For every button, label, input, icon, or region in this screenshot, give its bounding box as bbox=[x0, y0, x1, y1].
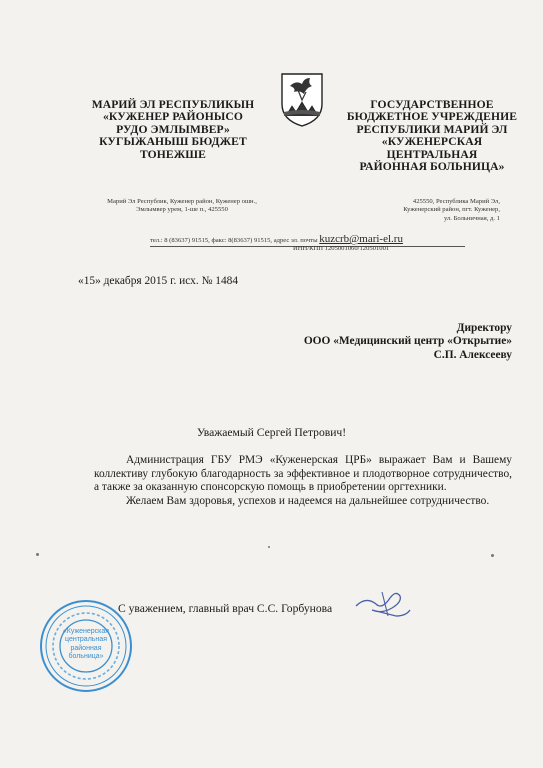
address-right bbox=[360, 198, 500, 223]
stamp-line-3: районная bbox=[70, 644, 102, 652]
contact-inn: ИНН/КПП 1205001060/120501001 bbox=[293, 245, 390, 252]
header-right-line-2: БЮДЖЕТНОЕ УЧРЕЖДЕНИЕ bbox=[346, 110, 518, 124]
address-left bbox=[82, 198, 282, 215]
contact-line bbox=[150, 233, 403, 245]
scan-speck bbox=[491, 554, 494, 557]
recipient-line-3: С.П. Алексееву bbox=[433, 348, 512, 361]
address-left-line-2: Эмлымвер урем, 1-ше п., 425550 bbox=[136, 206, 228, 214]
body-paragraph-1: Администрация ГБУ РМЭ «Куженерская ЦРБ» выражает Вам и Вашему коллективу глубокую благодарность за эффективное и плодотворное сотрудничество, а также за оказанную спонсорскую помощь в приобретении оргтехники. bbox=[94, 454, 512, 494]
letter-body bbox=[94, 454, 512, 508]
stamp-line-1: «Куженерская bbox=[62, 628, 110, 635]
scan-speck bbox=[268, 546, 270, 548]
header-right bbox=[322, 99, 542, 173]
coat-of-arms-emblem bbox=[280, 72, 324, 128]
recipient-block bbox=[250, 322, 512, 362]
address-right-line-2: Куженерский район, пгт. Куженер, bbox=[403, 206, 500, 214]
address-right-line-1: 425550, Республика Марий Эл, bbox=[412, 198, 500, 205]
signature-line: С уважением, главный врач С.С. Горбунова bbox=[118, 602, 333, 615]
stamp-center-text bbox=[58, 628, 114, 662]
header-left-line-2: «КУЖЕНЕР РАЙОНЫСО bbox=[103, 110, 243, 124]
date-line: «15» декабря 2015 г. исх. № 1484 bbox=[78, 275, 239, 287]
header-left bbox=[68, 99, 278, 161]
header-right-line-3: РЕСПУБЛИКИ МАРИЙ ЭЛ bbox=[356, 122, 508, 136]
recipient-line-2: ООО «Медицинский центр «Открытие» bbox=[303, 335, 512, 348]
header-left-line-4: КУГЫЖАНЫШ БЮДЖЕТ bbox=[99, 135, 247, 149]
header-left-line-3: РУДО ЭМЛЫМВЕР» bbox=[116, 122, 230, 136]
address-left-line-1: Марий Эл Республик, Куженер район, Куженер ошн., bbox=[107, 198, 257, 205]
header-right-line-1: ГОСУДАРСТВЕННОЕ bbox=[370, 98, 494, 111]
header-right-line-5: ЦЕНТРАЛЬНАЯ bbox=[386, 147, 478, 161]
stamp-line-2: центральная bbox=[65, 636, 107, 644]
header-left-line-1: МАРИЙ ЭЛ РЕСПУБЛИКЫН bbox=[91, 98, 255, 111]
address-right-line-3: ул. Больничная, д. 1 bbox=[444, 214, 500, 222]
header-right-line-4: «КУЖЕНЕРСКАЯ bbox=[381, 135, 483, 149]
scan-speck bbox=[36, 553, 39, 556]
body-paragraph-2: Желаем Вам здоровья, успехов и надеемся на дальнейшее сотрудничество. bbox=[126, 494, 490, 507]
contact-phones: тел.: 8 (83637) 91515, факс: 8(83637) 91515, адрес эл. почты bbox=[150, 237, 318, 244]
header-right-line-6: РАЙОННАЯ БОЛЬНИЦА» bbox=[359, 160, 505, 174]
contact-email: kuzcrb@mari-el.ru bbox=[319, 233, 403, 245]
recipient-line-1: Директору bbox=[456, 322, 512, 334]
salutation: Уважаемый Сергей Петрович! bbox=[196, 426, 347, 439]
handwritten-signature bbox=[352, 586, 412, 622]
header-left-line-5: ТОНЕЖШЕ bbox=[140, 147, 206, 161]
stamp-line-4: больница» bbox=[68, 653, 104, 661]
